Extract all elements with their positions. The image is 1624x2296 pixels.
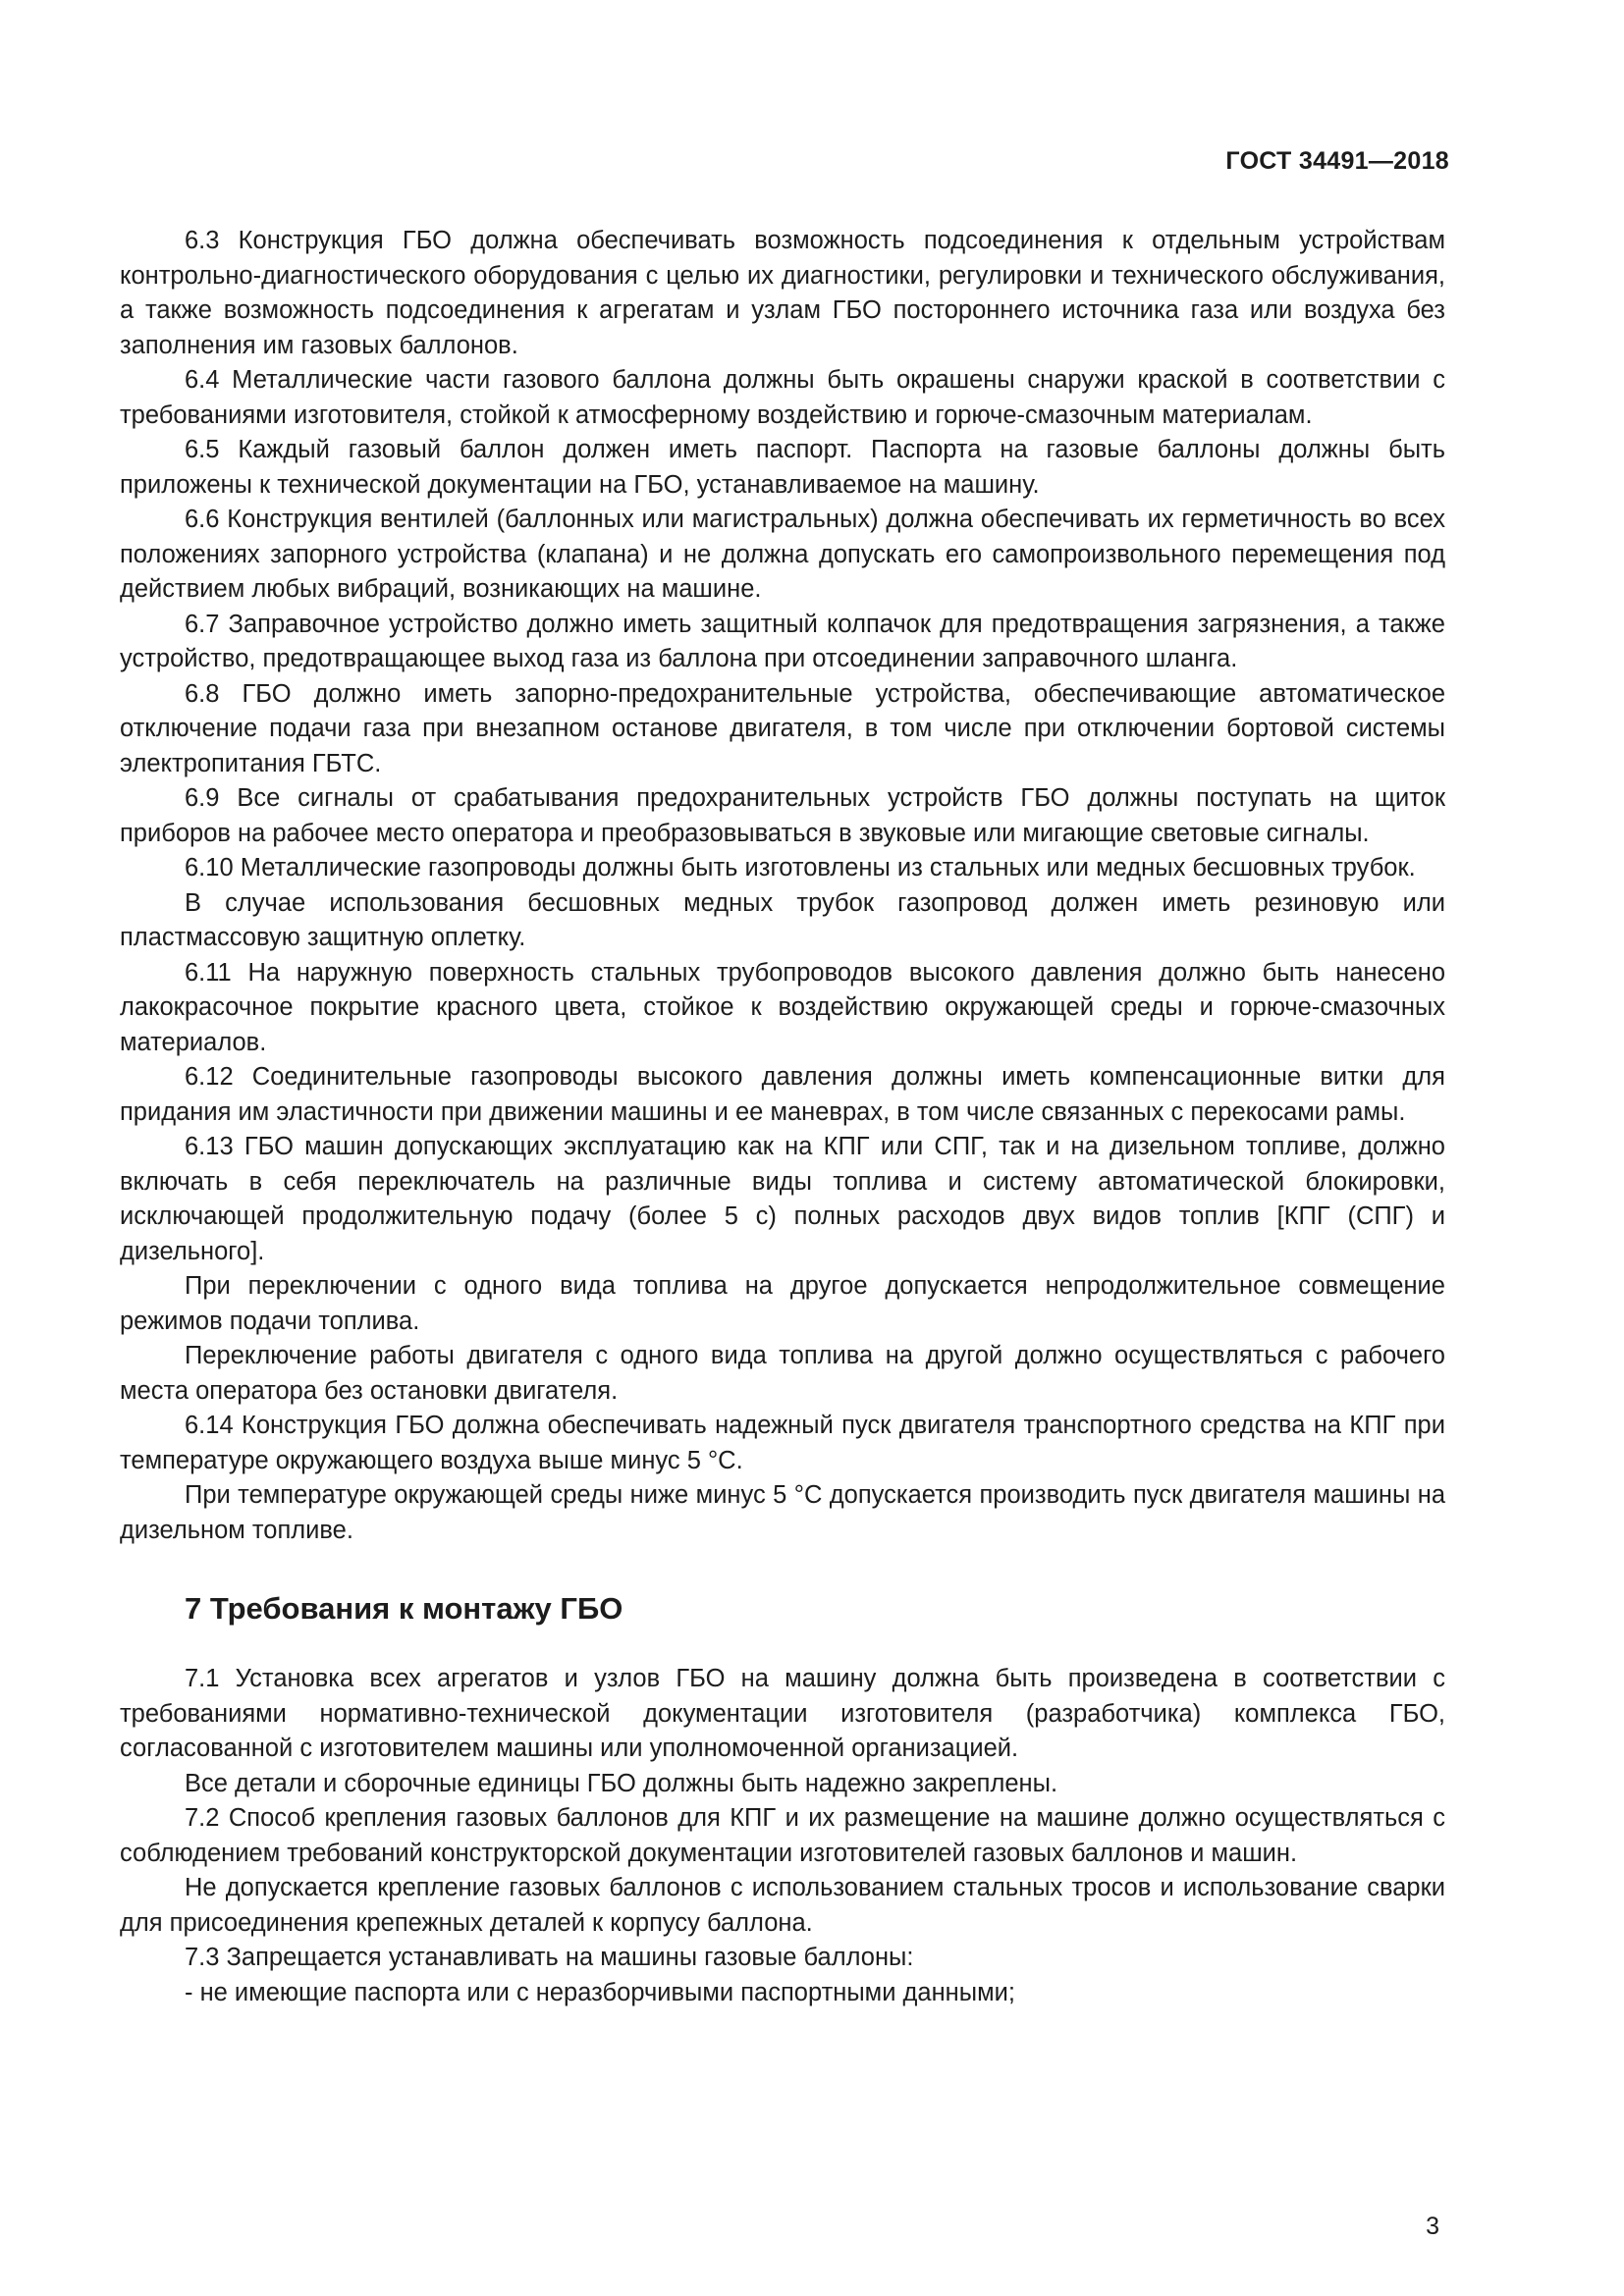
paragraph-7-1-note: Все детали и сборочные единицы ГБО должны быть надежно закреплены. [185,1769,1058,1797]
paragraph-6-12: 6.12 Соединительные газопроводы высокого давления должны иметь компенсационные витки для придания им эластичности при движении машины и ее маневрах, в том числе связанных с перекосами рамы. [120,1063,1445,1126]
paragraph-6-13-switching: При переключении с одного вида топлива на другое допускается непродолжительное совмещение режимов подачи топлива. [120,1272,1445,1335]
paragraph-6-14-note: При температуре окружающей среды ниже минус 5 °С допускается производить пуск двигателя машины на дизельном топливе. [120,1481,1445,1544]
paragraph-7-2-note: Не допускается крепление газовых баллонов с использованием стальных тросов и использование сварки для присоединения крепежных деталей к корпусу баллона. [120,1874,1445,1937]
paragraph-6-4: 6.4 Металлические части газового баллона должны быть окрашены снаружи краской в соответствии с требованиями изготовителя, стойкой к атмосферному воздействию и горюче-смазочным материалам. [120,366,1445,429]
paragraph-7-2: 7.2 Способ крепления газовых баллонов для КПГ и их размещение на машине должно осуществляться с соблюдением требований конструкторской документации изготовителей газовых баллонов и машин. [120,1804,1445,1867]
paragraph-7-1: 7.1 Установка всех агрегатов и узлов ГБО на машину должна быть произведена в соответствии с требованиями нормативно-технической документации изготовителя (разработчика) комплекса ГБО, согласованной с изготовителем машины или уполномоченной организацией. [120,1665,1445,1762]
paragraph-6-8: 6.8 ГБО должно иметь запорно-предохранительные устройства, обеспечивающие автоматическое отключение подачи газа при внезапном останове двигателя, в том числе при отключении бортовой системы электропитания ГБТС. [120,679,1445,777]
paragraph-6-10: 6.10 Металлические газопроводы должны быть изготовлены из стальных или медных бесшовных трубок. [185,854,1416,881]
paragraph-7-3: 7.3 Запрещается устанавливать на машины газовые баллоны: [185,1944,914,1971]
paragraph-6-10-note: В случае использования бесшовных медных трубок газопровод должен иметь резиновую или пластмассовую защитную оплетку. [120,888,1445,951]
section-heading: 7 Требования к монтажу ГБО [185,1591,623,1626]
paragraph-6-5: 6.5 Каждый газовый баллон должен иметь паспорт. Паспорта на газовые баллоны должны быть приложены к технической документации на ГБО, устанавливаемое на машину. [120,436,1445,499]
list-item: - не имеющие паспорта или с неразборчивыми паспортными данными; [185,1978,1015,2006]
paragraph-6-6: 6.6 Конструкция вентилей (баллонных или магистральных) должна обеспечивать их герметичность во всех положениях запорного устройства (клапана) и не должна допускать его самопроизвольного перемещения под действием любых вибраций, возникающих на машине. [120,506,1445,603]
paragraph-6-13-operator: Переключение работы двигателя с одного вида топлива на другой должно осуществляться с рабочего места оператора без остановки двигателя. [120,1342,1445,1405]
paragraph-6-13: 6.13 ГБО машин допускающих эксплуатацию как на КПГ или СПГ, так и на дизельном топливе, должно включать в себя переключатель на различные виды топлива и систему автоматической блокировки, исключающей продолжительную подачу (более 5 с) полных расходов двух видов топлив [КПГ (СПГ) и дизельного]. [120,1133,1445,1265]
paragraph-6-9: 6.9 Все сигналы от срабатывания предохранительных устройств ГБО должны поступать на щиток приборов на рабочее место оператора и преобразовываться в звуковые или мигающие световые сигналы. [120,784,1445,847]
document-body [120,224,1445,2010]
paragraph-6-3: 6.3 Конструкция ГБО должна обеспечивать возможность подсоединения к отдельным устройствам контрольно-диагностического оборудования с целью их диагностики, регулировки и технического обслуживания, а также возможность подсоединения к агрегатам и узлам ГБО постороннего источника газа или воздуха без заполнения им газовых баллонов. [120,227,1445,359]
paragraph-6-11: 6.11 На наружную поверхность стальных трубопроводов высокого давления должно быть нанесено лакокрасочное покрытие красного цвета, стойкое к воздействию окружающей среды и горюче-смазочных материалов. [120,958,1445,1056]
paragraph-6-7: 6.7 Заправочное устройство должно иметь защитный колпачок для предотвращения загрязнения, а также устройство, предотвращающее выход газа из баллона при отсоединении заправочного шланга. [120,610,1445,672]
paragraph-6-14: 6.14 Конструкция ГБО должна обеспечивать надежный пуск двигателя транспортного средства на КПГ при температуре окружающего воздуха выше минус 5 °С. [120,1412,1445,1474]
standard-number-header: ГОСТ 34491—2018 [1225,147,1449,175]
page-number: 3 [1426,2213,1439,2240]
